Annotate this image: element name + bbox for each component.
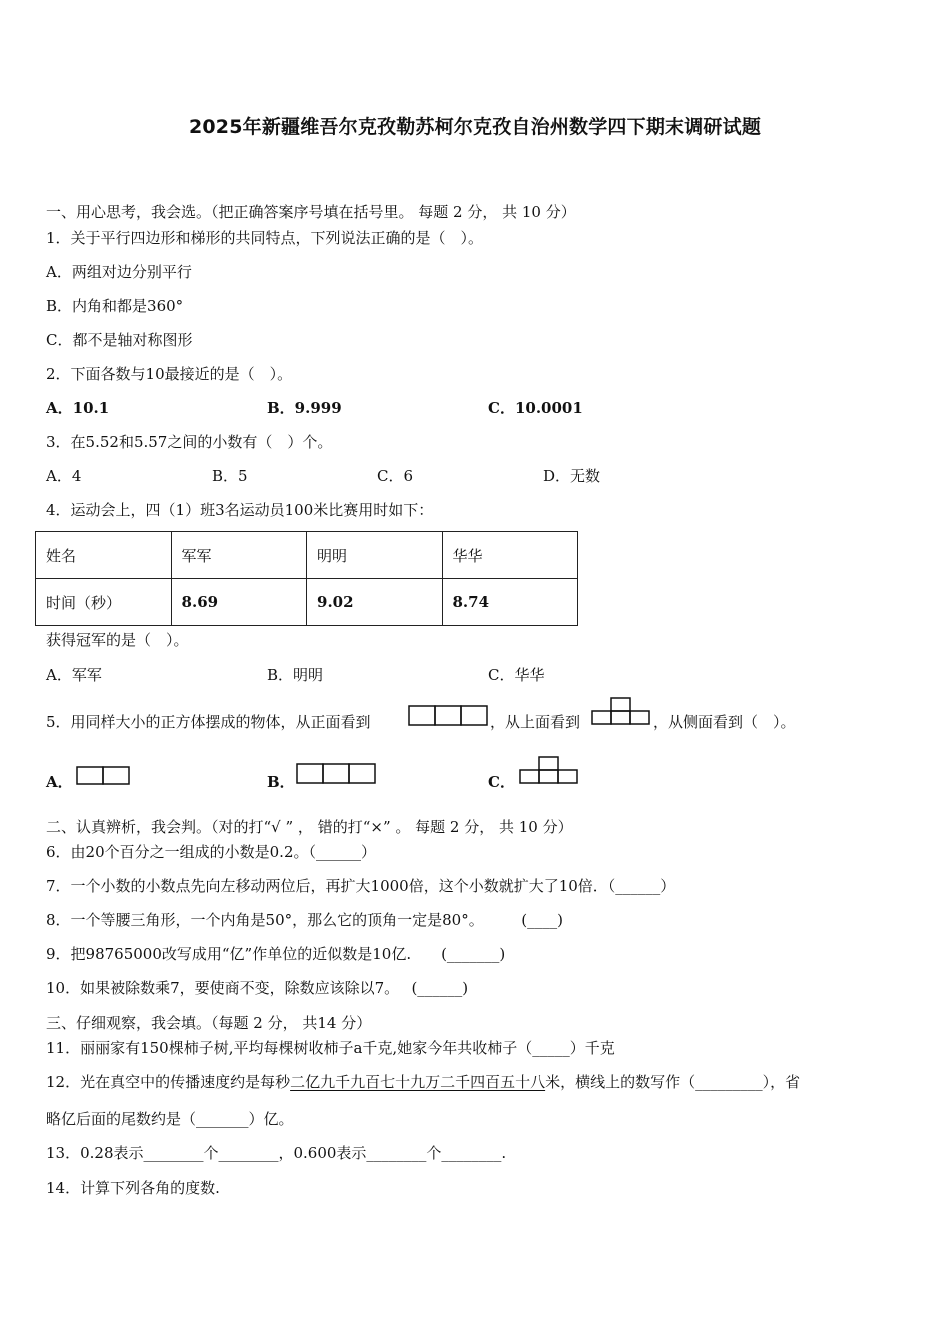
q3-option-a: A．4 — [46, 467, 82, 485]
q5-stem-part2: ，从上面看到 — [490, 713, 581, 731]
q4-table — [35, 531, 578, 626]
q4-option-c: C．华华 — [488, 666, 545, 684]
table-cell: 时间（秒） — [36, 579, 172, 626]
q3-option-b: B．5 — [212, 467, 248, 485]
q1-stem: 1．关于平行四边形和梯形的共同特点，下列说法正确的是（ ）。 — [46, 229, 484, 247]
q4-after: 获得冠军的是（ ）。 — [46, 631, 189, 649]
front-view-figure — [408, 705, 490, 727]
table-cell: 8.74 — [442, 579, 578, 626]
q4-option-b: B．明明 — [267, 666, 324, 684]
q6: 6．由20个百分之一组成的小数是0.2。（______） — [46, 843, 376, 861]
q2-option-c: C．10.0001 — [488, 399, 583, 417]
q12-part1: 12．光在真空中的传播速度约是每秒 — [46, 1073, 291, 1091]
q3-stem: 3．在5.52和5.57之间的小数有（ ）个。 — [46, 433, 333, 451]
q1-option-c: C．都不是轴对称图形 — [46, 331, 193, 349]
q4-stem: 4．运动会上，四（1）班3名运动员100米比赛用时如下： — [46, 501, 434, 519]
table-cell: 姓名 — [36, 532, 172, 579]
q1-option-a: A．两组对边分别平行 — [46, 263, 192, 281]
q3-option-d: D．无数 — [543, 467, 601, 485]
q10: 10．如果被除数乘7，要使商不变，除数应该除以7。 (______) — [46, 979, 469, 997]
table-cell: 明明 — [307, 532, 442, 579]
section3-header: 三、仔细观察，我会填。（每题 2 分， 共14 分） — [46, 1014, 372, 1032]
q3-option-c: C．6 — [377, 467, 414, 485]
q1-option-b: B．内角和都是360° — [46, 297, 184, 315]
section1-header: 一、用心思考，我会选。（把正确答案序号填在括号里。 每题 2 分， 共 10 分） — [46, 203, 576, 221]
q14: 14．计算下列各角的度数. — [46, 1179, 220, 1197]
q2-option-a: A．10.1 — [46, 399, 110, 417]
section2-header: 二、认真辨析，我会判。（对的打“√ ” ， 错的打“×” 。 每题 2 分， 共 10 分） — [46, 818, 573, 836]
q5-option-c: C． — [488, 773, 515, 791]
q4-option-a: A．军军 — [46, 666, 102, 684]
option-b-figure — [296, 763, 378, 785]
q5-option-b: B． — [267, 773, 295, 791]
top-view-figure — [590, 697, 652, 727]
q7: 7．一个小数的小数点先向左移动两位后，再扩大1000倍，这个小数就扩大了10倍．（______） — [46, 877, 676, 895]
table-row — [36, 532, 578, 579]
table-row — [36, 579, 578, 626]
q12-line1 — [46, 1072, 800, 1092]
q5-option-a: A． — [46, 773, 73, 791]
table-cell: 8.69 — [171, 579, 306, 626]
q9: 9．把98765000改写成用“亿”作单位的近似数是10亿. (_______) — [46, 945, 506, 963]
q5-stem-part3: ，从侧面看到（ ）。 — [653, 713, 796, 731]
q2-stem: 2．下面各数与10最接近的是（ ）。 — [46, 365, 293, 383]
q2-option-b: B．9.999 — [267, 399, 342, 417]
q12-part2: 米，横线上的数写作（_________），省 — [545, 1073, 801, 1091]
table-cell: 华华 — [442, 532, 578, 579]
q8: 8．一个等腰三角形，一个内角是50°，那么它的顶角一定是80°。 (____) — [46, 911, 563, 929]
q12-underlined-number: 二亿九千九百七十九万二千四百五十八 — [290, 1073, 546, 1091]
option-a-figure — [76, 766, 132, 786]
q11: 11．丽丽家有150棵柿子树,平均每棵树收柿子a千克,她家今年共收柿子（_____）千克 — [46, 1039, 615, 1057]
q12-line2: 略亿后面的尾数约是（_______）亿。 — [46, 1110, 294, 1128]
table-cell: 军军 — [171, 532, 306, 579]
page-title: 2025年新疆维吾尔克孜勒苏柯尔克孜自治州数学四下期末调研试题 — [188, 116, 762, 138]
q13: 13．0.28表示________个________，0.600表示________个________. — [46, 1144, 507, 1162]
q5-stem-part1: 5．用同样大小的正方体摆成的物体，从正面看到 — [46, 713, 371, 731]
table-cell: 9.02 — [307, 579, 442, 626]
option-c-figure — [518, 756, 580, 786]
